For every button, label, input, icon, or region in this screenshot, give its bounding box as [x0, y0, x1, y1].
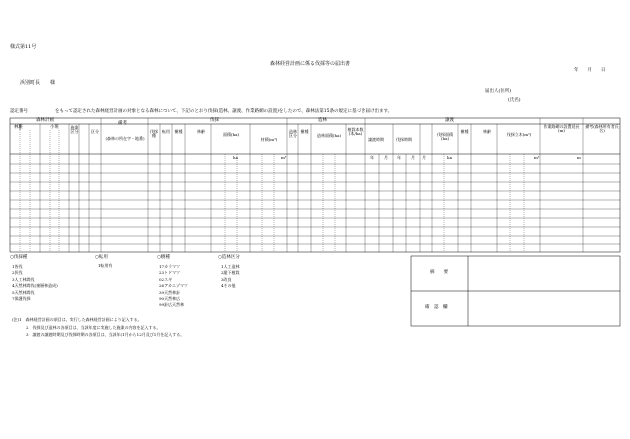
header-tenyo: 転用: [162, 129, 170, 134]
header-joto: 譲渡: [445, 118, 454, 123]
header-rinrei: 林齢: [197, 129, 205, 134]
legend-item: 2択伐: [12, 270, 23, 276]
legend-item: 1皆伐: [12, 264, 23, 269]
header-kuwa-kubun: 区分: [91, 129, 99, 134]
header-sesshu-kubun: 施業区分: [70, 125, 79, 135]
legend-item: 23トドマツ: [159, 270, 180, 276]
header-sagyodo: 作業路網の設置延長(m): [543, 124, 580, 134]
note-3: 3 譲渡の譲渡時期及び伐採時期の各項目は、当該年(1月から12月及び1月を記入する。: [26, 332, 185, 337]
legend-zorin-list: [221, 264, 240, 290]
legend-item: 3人工林間伐: [12, 276, 35, 282]
unit-month-3: 月: [422, 155, 426, 160]
header-zorin-kubun: 造林区分: [289, 129, 297, 139]
header-biko-sub: (森林の所在字・地番): [105, 136, 145, 141]
kakunin-label: 確 認 欄: [425, 305, 448, 310]
legend-item: 5天然林間伐: [12, 289, 35, 295]
legend-bassai-list: [12, 264, 58, 302]
header-bassai: 伐採: [210, 118, 219, 123]
note-2: 2 伐採及び造林の各項目は、当該年度に実施した施業の内容を記入する。: [26, 325, 161, 330]
header-bassai-menseki: 伐採面積(ha): [437, 132, 453, 142]
legend-item: 1人工造林: [221, 264, 240, 269]
legend-zorin-title: ○造林区分: [218, 255, 240, 260]
header-bassai-shubetsu: 伐採種: [150, 129, 158, 139]
addressee: 浜別町長 様: [20, 80, 56, 86]
legend-juju-title: ○樹種: [157, 255, 170, 260]
unit-month-2: 月: [411, 155, 415, 160]
unit-year-1: 年: [370, 155, 374, 160]
legend-tenyo-title: ○転用: [95, 255, 108, 260]
form-number: 様式第11号: [10, 44, 37, 50]
legend-item: 7保護伐採: [12, 296, 31, 302]
header-joto-jiki: 譲渡時期: [368, 137, 384, 142]
header-rinpan: 林班: [14, 125, 23, 130]
legend-item: 2縦下植栽: [221, 270, 240, 276]
header-menseki: 面積(ha): [222, 132, 240, 137]
unit-year-2: 年: [397, 155, 401, 160]
date-label: 年 月 日: [574, 68, 606, 73]
notifier-name: (氏名): [508, 98, 521, 103]
header-biko2: 備考(森林所有者氏名): [585, 124, 619, 134]
header-bassai-rissui: 伐採立木(m³): [506, 132, 532, 137]
legend-item: 4その他: [221, 283, 236, 289]
legend-juju-list: [159, 264, 188, 309]
legend-item: 99針広天然林: [159, 302, 185, 308]
header-zorin-menseki: 造林面積(ha): [316, 133, 342, 138]
unit-m: m: [577, 155, 581, 160]
unit-m3-1: m³: [281, 155, 287, 160]
header-zorin-juju: 樹種: [300, 129, 309, 134]
legend-item: 90天然林広: [159, 296, 181, 302]
document-title: 森林経営計画に係る伐採等の届出書: [270, 61, 351, 67]
header-juju: 樹種: [174, 129, 183, 134]
legend-item: 02スギ: [159, 276, 173, 282]
header-zaiseki: 材積(m³): [260, 137, 278, 142]
legend-item: 3改良: [221, 276, 232, 282]
notifier-address: 届出人(住所): [485, 89, 512, 94]
header-shokusai: 植栽本数(本/ha): [347, 127, 364, 137]
header-bassai-rinrei: 林齢: [483, 129, 491, 134]
tekiyo-label: 摘 要: [430, 270, 448, 275]
legend-tenyo-item: 1転用有: [98, 263, 113, 268]
legend-item: 39天然林針: [159, 289, 181, 295]
unit-m3-2: m³: [534, 155, 540, 160]
unit-month-1: 月: [384, 155, 388, 160]
unit-ha-1: ha: [233, 155, 238, 160]
legend-item: 26アカエゾマツ: [159, 283, 188, 289]
header-forest-plan: 森林計画: [36, 118, 54, 123]
note-1: (注)1 森林経営計画の項目は、実行した森林経営計画により記入する。: [12, 317, 142, 322]
header-bassai-jiki: 伐採時期: [396, 137, 412, 142]
header-bassai-juju: 樹種: [460, 129, 469, 134]
cert-number-label: 認定番号: [10, 109, 28, 114]
legend-item: 17カラマツ: [159, 264, 180, 269]
legend-bassai-title: ○伐採種: [10, 255, 28, 260]
header-biko: 備考: [118, 121, 127, 126]
unit-ha-2: ha: [447, 155, 452, 160]
header-zorin: 造林: [318, 118, 327, 123]
legend-item: 4天然林間伐(複層林造成): [12, 283, 58, 289]
intro-text: をもって認定された森林経営計画の対象となる森林について、下記のとおり伐採(造林、譲渡、作業路網の設置)をしたので、森林法第15条の規定に基づき届け出ます。: [55, 109, 393, 114]
header-shohan: 小班: [50, 125, 59, 130]
